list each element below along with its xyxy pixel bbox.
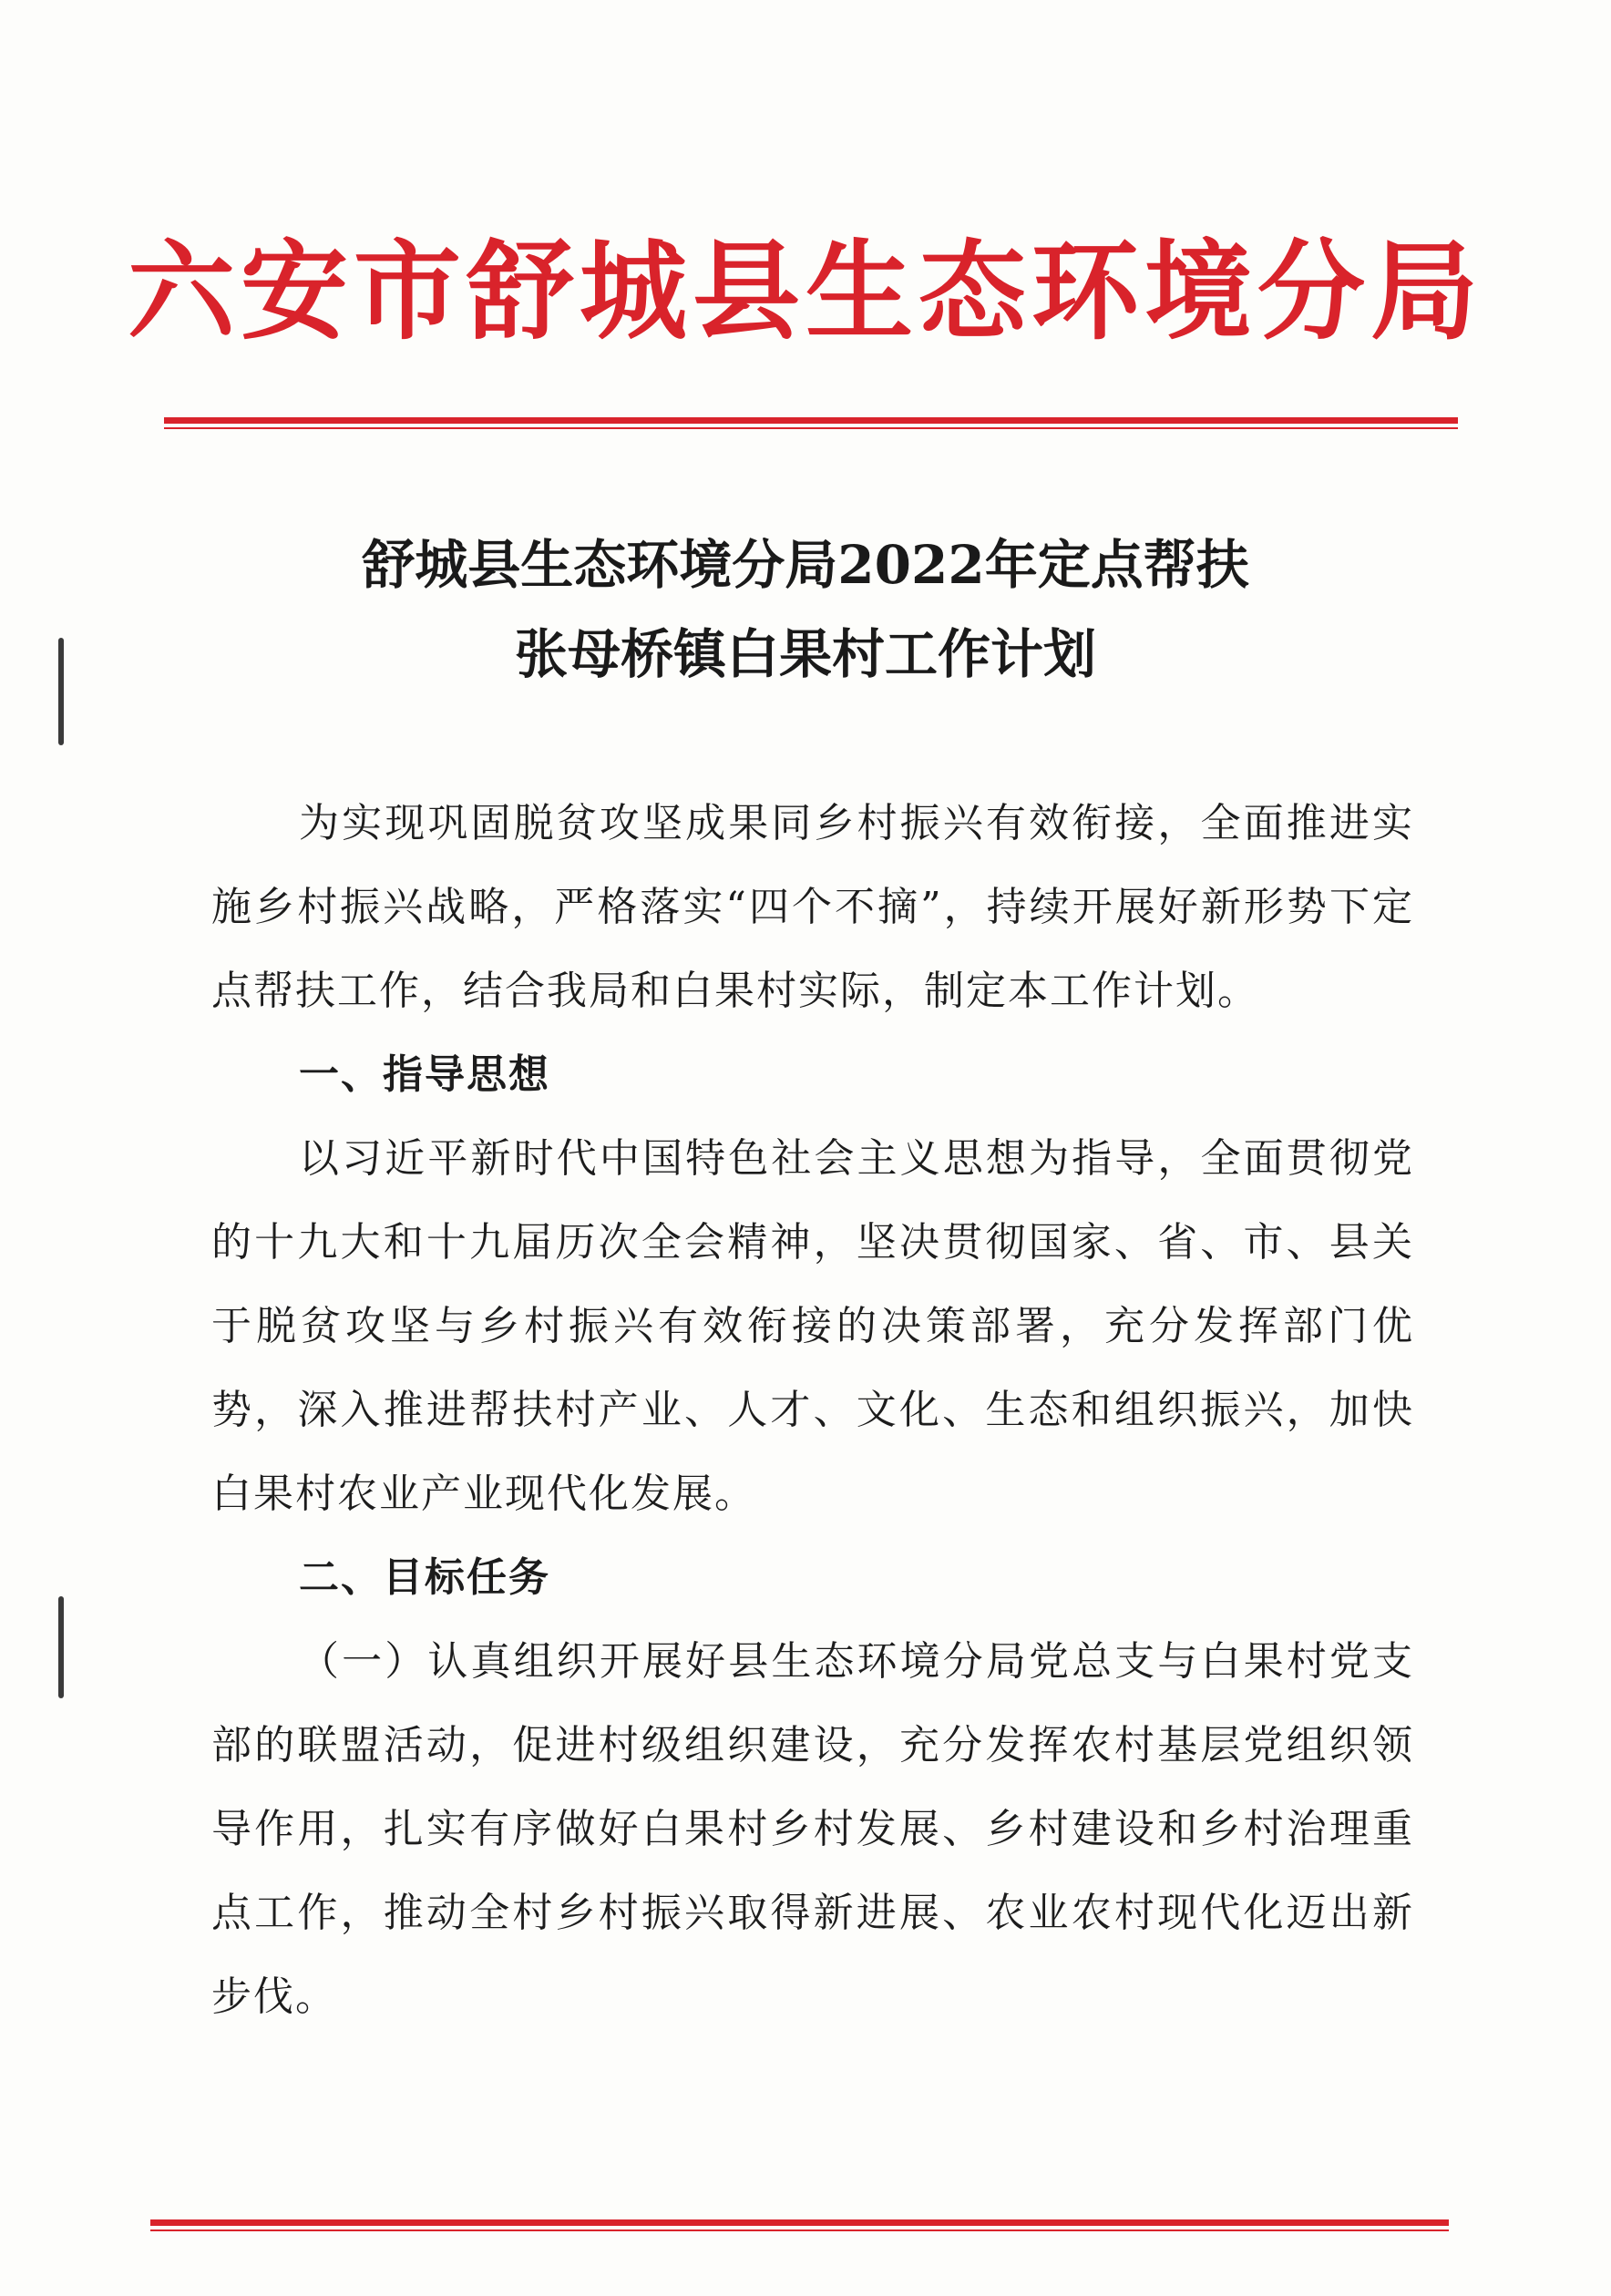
- binding-staple-bottom: [58, 1596, 64, 1698]
- footer-rule-thick: [150, 2219, 1449, 2226]
- letterhead-org-name: 六安市舒城县生态环境分局: [127, 229, 1483, 354]
- section-1-heading: 一、指导思想: [299, 1051, 550, 1098]
- binding-staple-top: [58, 638, 64, 745]
- document-body: [211, 782, 1414, 2039]
- red-rule-thin: [164, 427, 1458, 429]
- footer-rule-thin: [150, 2229, 1449, 2231]
- footer-red-rule: [150, 2219, 1449, 2231]
- intro-paragraph: 为实现巩固脱贫攻坚成果同乡村振兴有效衔接，全面推进实施乡村振兴战略，严格落实“四个不摘”，持续开展好新形势下定点帮扶工作，结合我局和白果村实际，制定本工作计划。: [211, 800, 1414, 1014]
- document-title-line-1: 舒城县生态环境分局2022年定点帮扶: [362, 534, 1249, 596]
- red-rule-thick: [164, 417, 1458, 424]
- section-2-item-1-paragraph: （一）认真组织开展好县生态环境分局党总支与白果村党支部的联盟活动，促进村级组织建设，充分发挥农村基层党组织领导作用，扎实有序做好白果村乡村发展、乡村建设和乡村治理重点工作，推动全村乡村振兴取得新进展、农业农村现代化迈出新步伐。: [211, 1638, 1414, 2020]
- document-title-line-2: 张母桥镇白果村工作计划: [514, 623, 1096, 685]
- letterhead-red-rule: [164, 417, 1458, 429]
- section-2-heading: 二、目标任务: [299, 1554, 550, 1601]
- section-1-paragraph: 以习近平新时代中国特色社会主义思想为指导，全面贯彻党的十九大和十九届历次全会精神，坚决贯彻国家、省、市、县关于脱贫攻坚与乡村振兴有效衔接的决策部署，充分发挥部门优势，深入推进帮扶村产业、人才、文化、生态和组织振兴，加快白果村农业产业现代化发展。: [211, 1135, 1414, 1517]
